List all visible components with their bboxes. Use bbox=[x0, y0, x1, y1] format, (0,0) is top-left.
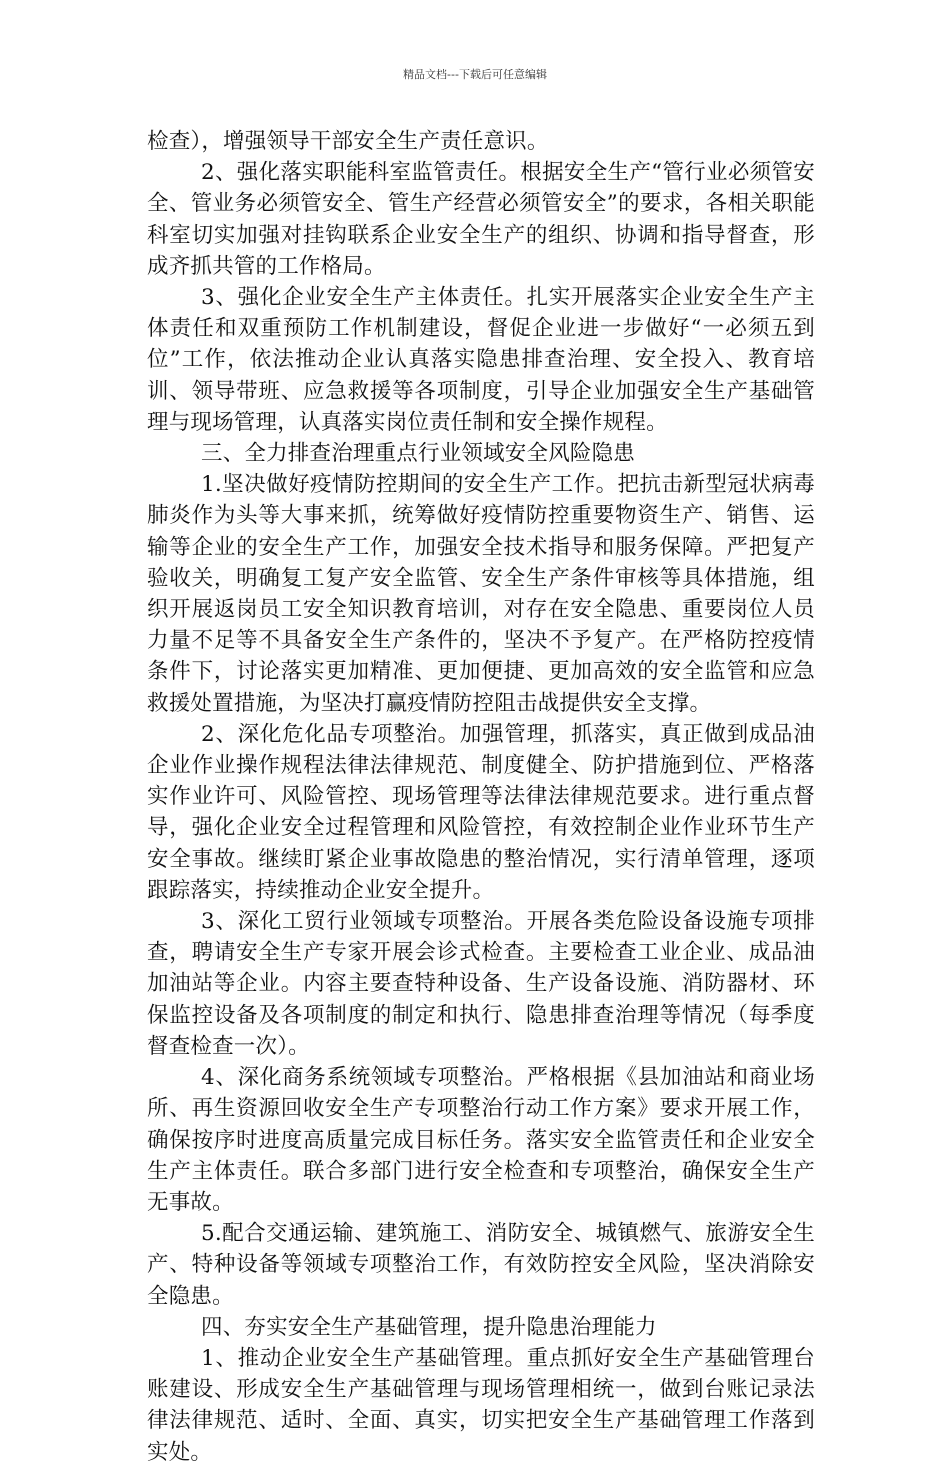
page-header: 精品文档---下载后可任意编辑 bbox=[403, 68, 547, 81]
paragraph: 检查），增强领导干部安全生产责任意识。 bbox=[147, 129, 549, 154]
section-heading: 四、夯实安全生产基础管理，提升隐患治理能力 bbox=[201, 1314, 657, 1340]
section-heading: 三、全力排查治理重点行业领域安全风险隐患 bbox=[201, 441, 636, 467]
paragraph: 2、强化落实职能科室监管责任。根据安全生产“管行业必须管安全、管业务必须管安全、管生产经营必须管安全”的要求，各相关职能科室切实加强对挂钩联系企业安全生产的组织、协调和指导督查，形成齐抓共管的工作格局。 bbox=[147, 160, 815, 279]
paragraph: 4、深化商务系统领域专项整治。严格根据《县加油站和商业场所、再生资源回收安全生产专项整治行动工作方案》要求开展工作，确保按序时进度高质量完成目标任务。落实安全监管责任和企业安全生产主体责任。联合多部门进行安全检查和专项整治，确保安全生产无事故。 bbox=[147, 1065, 815, 1215]
paragraph: 5.配合交通运输、建筑施工、消防安全、城镇燃气、旅游安全生产、特种设备等领域专项整治工作，有效防控安全风险，坚决消除安全隐患。 bbox=[147, 1221, 815, 1309]
document-body bbox=[147, 126, 815, 1468]
paragraph: 3、深化工贸行业领域专项整治。开展各类危险设备设施专项排查，聘请安全生产专家开展会诊式检查。主要检查工业企业、成品油加油站等企业。内容主要查特种设备、生产设备设施、消防器材、环保监控设备及各项制度的制定和执行、隐患排查治理等情况（每季度督查检查一次）。 bbox=[147, 909, 815, 1059]
paragraph: 1、推动企业安全生产基础管理。重点抓好安全生产基础管理台账建设、形成安全生产基础管理与现场管理相统一，做到台账记录法律法律规范、适时、全面、真实，切实把安全生产基础管理工作落到实处。 bbox=[147, 1345, 815, 1465]
paragraph: 3、强化企业安全生产主体责任。扎实开展落实企业安全生产主体责任和双重预防工作机制建设，督促企业进一步做好“一必须五到位”工作，依法推动企业认真落实隐患排查治理、安全投入、教育培训、领导带班、应急救援等各项制度，引导企业加强安全生产基础管理与现场管理，认真落实岗位责任制和安全操作规程。 bbox=[147, 285, 815, 435]
paragraph: 2、深化危化品专项整治。加强管理，抓落实，真正做到成品油企业作业操作规程法律法律规范、制度健全、防护措施到位、严格落实作业许可、风险管控、现场管理等法律法律规范要求。进行重点督导，强化企业安全过程管理和风险管控，有效控制企业作业环节生产安全事故。继续盯紧企业事故隐患的整治情况，实行清单管理，逐项跟踪落实，持续推动企业安全提升。 bbox=[147, 721, 815, 903]
paragraph: 1.坚决做好疫情防控期间的安全生产工作。把抗击新型冠状病毒肺炎作为头等大事来抓，统筹做好疫情防控重要物资生产、销售、运输等企业的安全生产工作，加强安全技术指导和服务保障。严把复产验收关，明确复工复产安全监管、安全生产条件审核等具体措施，组织开展返岗员工安全知识教育培训，对存在安全隐患、重要岗位人员力量不足等不具备安全生产条件的，坚决不予复产。在严格防控疫情条件下，讨论落实更加精准、更加便捷、更加高效的安全监管和应急救援处置措施，为坚决打赢疫情防控阻击战提供安全支撑。 bbox=[147, 472, 815, 716]
